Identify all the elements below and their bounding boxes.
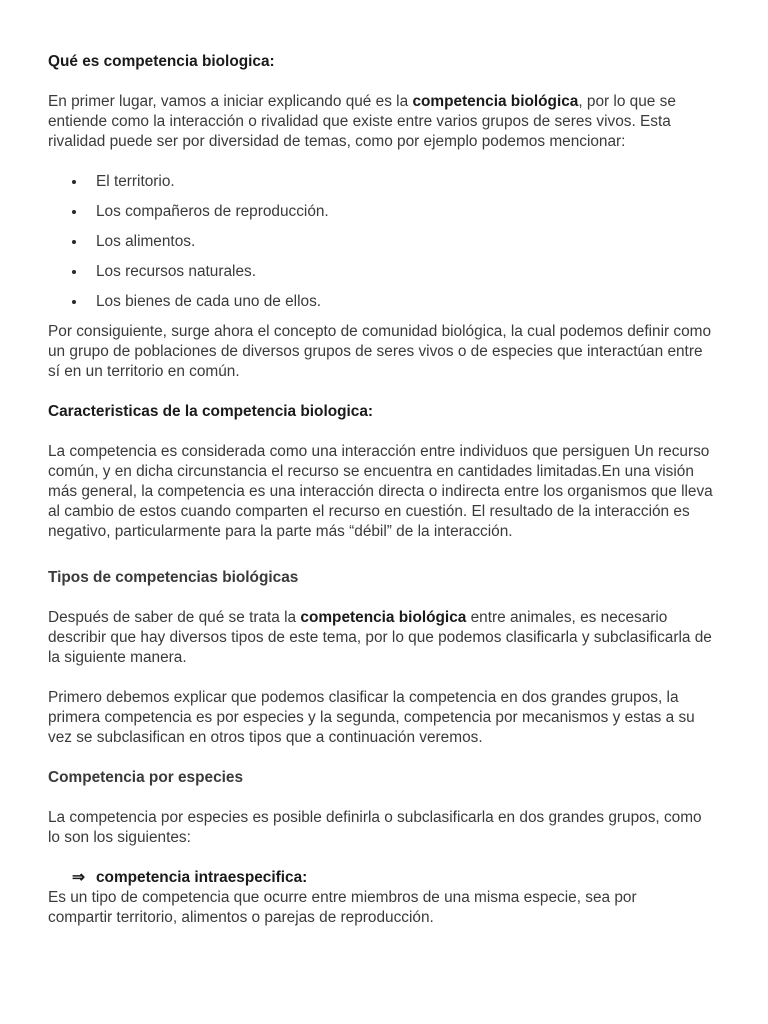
paragraph-intro (48, 92, 713, 152)
paragraph-tipos-text-b: entre animales, es necesario describir que hay diversos tipos de este tema, por lo que podemos clasificarla y subclasificarla de la siguiente manera. (48, 609, 712, 666)
arrow-item-intraespecifica (48, 868, 728, 888)
paragraph-comunidad: Por consiguiente, surge ahora el concepto de comunidad biológica, la cual podemos definir como un grupo de poblaciones de diversos grupos de seres vivos o de especies que interactúan entre sí en un territorio en común. (48, 323, 712, 380)
section-heading-por-especies: Competencia por especies (48, 769, 244, 786)
arrow-item-label: competencia intraespecifica: (96, 869, 308, 886)
list-item: Los compañeros de reproducción. (48, 202, 728, 232)
paragraph-clasificacion: Primero debemos explicar que podemos clasificar la competencia en dos grandes grupos, la primera competencia es por especies y la segunda, competencia por mecanismos y estas a su vez se subclasifican en otros tipos que a continuación veremos. (48, 689, 695, 746)
document-body (48, 52, 728, 928)
bullet-list-rivalidad (48, 172, 728, 322)
paragraph-tipos (48, 608, 728, 668)
paragraph-intro-text-a: En primer lugar, vamos a iniciar explicando qué es la (48, 93, 413, 110)
paragraph-tipos-bold: competencia biológica (300, 609, 467, 626)
paragraph-intraespecifica: Es un tipo de competencia que ocurre entre miembros de una misma especie, sea por compartir territorio, alimentos o parejas de reproducción. (48, 889, 637, 926)
section-heading-que-es: Qué es competencia biologica: (48, 53, 275, 70)
paragraph-caracteristicas: La competencia es considerada como una interacción entre individuos que persiguen Un recurso común, y en dicha circunstancia el recurso se encuentra en cantidades limitadas.En una visión más general, la competencia es una interacción directa o indirecta entre los organismos que lleva al cambio de estos cuando comparten el recurso en cuestión. El resultado de la interacción es negativo, particularmente para la parte más “débil” de la interacción. (48, 443, 713, 540)
paragraph-intro-bold: competencia biológica (412, 93, 579, 110)
paragraph-tipos-text-a: Después de saber de qué se trata la (48, 609, 301, 626)
paragraph-intro-text-b: , por lo que se entiende como la interacción o rivalidad que existe entre varios grupos de seres vivos. Esta rivalidad puede ser por diversidad de temas, como por ejemplo podemos mencionar: (48, 93, 676, 150)
list-item: Los alimentos. (48, 232, 728, 262)
list-item: Los bienes de cada uno de ellos. (48, 292, 728, 322)
section-heading-caracteristicas: Caracteristicas de la competencia biologica: (48, 403, 374, 420)
list-item: Los recursos naturales. (48, 262, 728, 292)
arrow-right-icon: ⇒ (72, 869, 85, 886)
section-heading-tipos: Tipos de competencias biológicas (48, 569, 299, 586)
paragraph-por-especies: La competencia por especies es posible definirla o subclasificarla en dos grandes grupos, como lo son los siguientes: (48, 809, 702, 846)
list-item: El territorio. (48, 172, 728, 202)
